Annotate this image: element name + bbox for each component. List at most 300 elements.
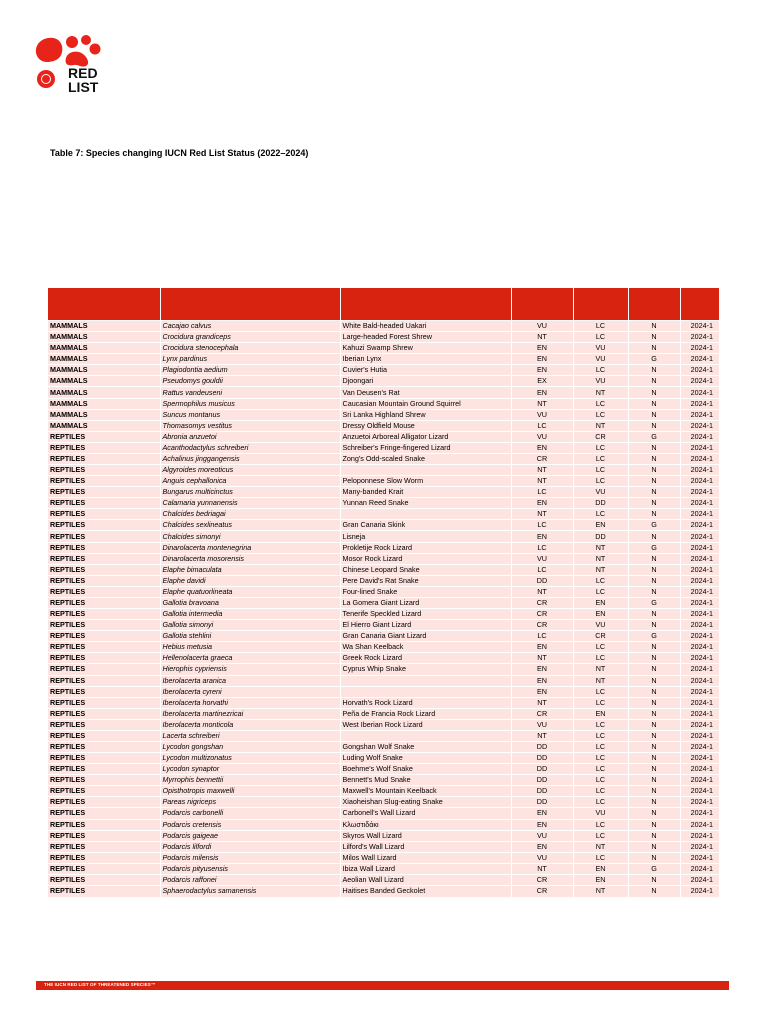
previous-category-cell: EN	[511, 675, 573, 686]
previous-category-cell: CR	[511, 620, 573, 631]
table-row	[48, 586, 719, 597]
previous-category-cell: CR	[511, 597, 573, 608]
change-reason-cell: N	[628, 564, 680, 575]
previous-category-cell: LC	[511, 631, 573, 642]
assessment-year-cell: 2024-1	[680, 453, 719, 464]
change-reason-cell: N	[628, 653, 680, 664]
scientific-name-cell: Gallotia bravoana	[160, 597, 340, 608]
common-name-cell: Van Deusen's Rat	[340, 387, 511, 398]
table-row	[48, 409, 719, 420]
previous-category-cell: EN	[511, 819, 573, 830]
scientific-name-cell: Myrrophis bennettii	[160, 775, 340, 786]
change-reason-cell: N	[628, 476, 680, 487]
assessment-year-cell: 2024-1	[680, 343, 719, 354]
new-category-cell: LC	[573, 753, 628, 764]
assessment-year-cell: 2024-1	[680, 764, 719, 775]
common-name-cell	[340, 730, 511, 741]
table-row	[48, 730, 719, 741]
table-row	[48, 376, 719, 387]
table-row	[48, 753, 719, 764]
assessment-year-cell: 2024-1	[680, 841, 719, 852]
table-row	[48, 498, 719, 509]
common-name-cell: Sri Lanka Highland Shrew	[340, 409, 511, 420]
scientific-name-cell: Gallotia stehlini	[160, 631, 340, 642]
assessment-year-cell: 2024-1	[680, 442, 719, 453]
taxon-group-cell: REPTILES	[48, 465, 160, 476]
scientific-name-cell: Gallotia intermedia	[160, 609, 340, 620]
common-name-cell: Gran Canaria Skink	[340, 520, 511, 531]
scientific-name-cell: Cacajao calvus	[160, 321, 340, 332]
assessment-year-cell: 2024-1	[680, 863, 719, 874]
previous-category-cell: NT	[511, 509, 573, 520]
change-reason-cell: G	[628, 631, 680, 642]
previous-category-cell: NT	[511, 863, 573, 874]
table-row	[48, 708, 719, 719]
change-reason-cell: N	[628, 675, 680, 686]
assessment-year-cell: 2024-1	[680, 609, 719, 620]
scientific-name-cell: Thomasomys vestitus	[160, 420, 340, 431]
assessment-year-cell: 2024-1	[680, 597, 719, 608]
previous-category-cell: EN	[511, 664, 573, 675]
taxon-group-cell: REPTILES	[48, 719, 160, 730]
change-reason-cell: N	[628, 753, 680, 764]
header-cell	[680, 288, 719, 321]
scientific-name-cell: Lycodon multizonatus	[160, 753, 340, 764]
assessment-year-cell: 2024-1	[680, 642, 719, 653]
scientific-name-cell: Crocidura grandiceps	[160, 332, 340, 343]
scientific-name-cell: Hierophis cypriensis	[160, 664, 340, 675]
previous-category-cell: EN	[511, 642, 573, 653]
taxon-group-cell: REPTILES	[48, 531, 160, 542]
new-category-cell: LC	[573, 476, 628, 487]
table-row	[48, 719, 719, 730]
new-category-cell: EN	[573, 708, 628, 719]
assessment-year-cell: 2024-1	[680, 354, 719, 365]
assessment-year-cell: 2024-1	[680, 808, 719, 819]
taxon-group-cell: REPTILES	[48, 620, 160, 631]
scientific-name-cell: Spermophilus musicus	[160, 398, 340, 409]
previous-category-cell: EN	[511, 354, 573, 365]
change-reason-cell: G	[628, 542, 680, 553]
common-name-cell: Zong's Odd-scaled Snake	[340, 453, 511, 464]
previous-category-cell: NT	[511, 586, 573, 597]
change-reason-cell: N	[628, 575, 680, 586]
header-cell	[511, 288, 573, 321]
common-name-cell: Κλωστιδάκι	[340, 819, 511, 830]
scientific-name-cell: Chalcides simonyi	[160, 531, 340, 542]
change-reason-cell: N	[628, 830, 680, 841]
previous-category-cell: LC	[511, 564, 573, 575]
previous-category-cell: EN	[511, 686, 573, 697]
assessment-year-cell: 2024-1	[680, 420, 719, 431]
previous-category-cell: LC	[511, 420, 573, 431]
scientific-name-cell: Lacerta schreiberi	[160, 730, 340, 741]
scientific-name-cell: Gallotia simonyi	[160, 620, 340, 631]
assessment-year-cell: 2024-1	[680, 509, 719, 520]
scientific-name-cell: Dinarolacerta montenegrina	[160, 542, 340, 553]
previous-category-cell: NT	[511, 398, 573, 409]
scientific-name-cell: Calamaria yunnanensis	[160, 498, 340, 509]
table-row	[48, 852, 719, 863]
scientific-name-cell: Opisthotropis maxwelli	[160, 786, 340, 797]
taxon-group-cell: REPTILES	[48, 431, 160, 442]
footer-bar	[36, 981, 729, 990]
scientific-name-cell: Podarcis lilfordi	[160, 841, 340, 852]
table-row	[48, 343, 719, 354]
taxon-group-cell: MAMMALS	[48, 409, 160, 420]
common-name-cell: Yunnan Reed Snake	[340, 498, 511, 509]
new-category-cell: LC	[573, 453, 628, 464]
scientific-name-cell: Hebius metusia	[160, 642, 340, 653]
table-row	[48, 453, 719, 464]
table-row	[48, 741, 719, 752]
taxon-group-cell: MAMMALS	[48, 343, 160, 354]
common-name-cell: Dressy Oldfield Mouse	[340, 420, 511, 431]
common-name-cell: Four-lined Snake	[340, 586, 511, 597]
assessment-year-cell: 2024-1	[680, 387, 719, 398]
change-reason-cell: G	[628, 863, 680, 874]
taxon-group-cell: REPTILES	[48, 797, 160, 808]
table-row	[48, 476, 719, 487]
table-row	[48, 775, 719, 786]
change-reason-cell: N	[628, 442, 680, 453]
table-row	[48, 675, 719, 686]
change-reason-cell: N	[628, 487, 680, 498]
common-name-cell: Peña de Francia Rock Lizard	[340, 708, 511, 719]
change-reason-cell: N	[628, 509, 680, 520]
scientific-name-cell: Dinarolacerta mosorensis	[160, 553, 340, 564]
table-row	[48, 387, 719, 398]
scientific-name-cell: Podarcis carbonelli	[160, 808, 340, 819]
previous-category-cell: CR	[511, 609, 573, 620]
table-row	[48, 465, 719, 476]
taxon-group-cell: REPTILES	[48, 863, 160, 874]
scientific-name-cell: Podarcis milensis	[160, 852, 340, 863]
taxon-group-cell: REPTILES	[48, 874, 160, 885]
change-reason-cell: N	[628, 321, 680, 332]
table-row	[48, 520, 719, 531]
change-reason-cell: N	[628, 409, 680, 420]
change-reason-cell: N	[628, 786, 680, 797]
footer-text: THE IUCN RED LIST OF THREATENED SPECIES™	[44, 982, 156, 987]
taxon-group-cell: REPTILES	[48, 498, 160, 509]
taxon-group-cell: REPTILES	[48, 885, 160, 896]
previous-category-cell: CR	[511, 453, 573, 464]
table-row	[48, 332, 719, 343]
table-row	[48, 442, 719, 453]
change-reason-cell: N	[628, 808, 680, 819]
new-category-cell: VU	[573, 620, 628, 631]
table-header-row	[48, 288, 719, 321]
previous-category-cell: NT	[511, 653, 573, 664]
previous-category-cell: EN	[511, 343, 573, 354]
scientific-name-cell: Lycodon synaptor	[160, 764, 340, 775]
taxon-group-cell: REPTILES	[48, 487, 160, 498]
new-category-cell: NT	[573, 675, 628, 686]
new-category-cell: EN	[573, 863, 628, 874]
scientific-name-cell: Podarcis cretensis	[160, 819, 340, 830]
new-category-cell: LC	[573, 797, 628, 808]
new-category-cell: NT	[573, 542, 628, 553]
table-row	[48, 509, 719, 520]
assessment-year-cell: 2024-1	[680, 753, 719, 764]
taxon-group-cell: REPTILES	[48, 542, 160, 553]
assessment-year-cell: 2024-1	[680, 675, 719, 686]
table-row	[48, 841, 719, 852]
new-category-cell: LC	[573, 442, 628, 453]
table-row	[48, 808, 719, 819]
assessment-year-cell: 2024-1	[680, 653, 719, 664]
previous-category-cell: NT	[511, 697, 573, 708]
change-reason-cell: N	[628, 420, 680, 431]
table-row	[48, 542, 719, 553]
new-category-cell: DD	[573, 498, 628, 509]
iucn-red-list-logo	[34, 34, 112, 96]
taxon-group-cell: REPTILES	[48, 653, 160, 664]
previous-category-cell: CR	[511, 874, 573, 885]
table-row	[48, 697, 719, 708]
common-name-cell: Wa Shan Keelback	[340, 642, 511, 653]
scientific-name-cell: Sphaerodactylus samanensis	[160, 885, 340, 896]
previous-category-cell: VU	[511, 321, 573, 332]
assessment-year-cell: 2024-1	[680, 830, 719, 841]
scientific-name-cell: Lynx pardinus	[160, 354, 340, 365]
new-category-cell: EN	[573, 609, 628, 620]
change-reason-cell: N	[628, 642, 680, 653]
taxon-group-cell: REPTILES	[48, 575, 160, 586]
taxon-group-cell: REPTILES	[48, 819, 160, 830]
previous-category-cell: CR	[511, 885, 573, 896]
table-row	[48, 609, 719, 620]
common-name-cell: Carbonell's Wall Lizard	[340, 808, 511, 819]
scientific-name-cell: Iberolacerta aranica	[160, 675, 340, 686]
assessment-year-cell: 2024-1	[680, 476, 719, 487]
new-category-cell: EN	[573, 520, 628, 531]
taxon-group-cell: MAMMALS	[48, 420, 160, 431]
scientific-name-cell: Achalinus jinggangensis	[160, 453, 340, 464]
scientific-name-cell: Hellenolacerta graeca	[160, 653, 340, 664]
previous-category-cell: EN	[511, 808, 573, 819]
table-row	[48, 365, 719, 376]
common-name-cell: West Iberian Rock Lizard	[340, 719, 511, 730]
common-name-cell: Haitises Banded Geckolet	[340, 885, 511, 896]
new-category-cell: VU	[573, 343, 628, 354]
scientific-name-cell: Rattus vandeuseni	[160, 387, 340, 398]
scientific-name-cell: Pseudomys gouldii	[160, 376, 340, 387]
taxon-group-cell: REPTILES	[48, 586, 160, 597]
table-row	[48, 797, 719, 808]
scientific-name-cell: Crocidura stenocephala	[160, 343, 340, 354]
previous-category-cell: NT	[511, 332, 573, 343]
scientific-name-cell: Pareas nigriceps	[160, 797, 340, 808]
common-name-cell	[340, 686, 511, 697]
new-category-cell: LC	[573, 509, 628, 520]
assessment-year-cell: 2024-1	[680, 786, 719, 797]
assessment-year-cell: 2024-1	[680, 575, 719, 586]
change-reason-cell: N	[628, 553, 680, 564]
scientific-name-cell: Iberolacerta martinezricai	[160, 708, 340, 719]
common-name-cell: Cuvier's Hutia	[340, 365, 511, 376]
previous-category-cell: LC	[511, 487, 573, 498]
assessment-year-cell: 2024-1	[680, 564, 719, 575]
scientific-name-cell: Anguis cephallonica	[160, 476, 340, 487]
change-reason-cell: N	[628, 697, 680, 708]
taxon-group-cell: REPTILES	[48, 609, 160, 620]
change-reason-cell: N	[628, 686, 680, 697]
table-row	[48, 398, 719, 409]
common-name-cell: Iberian Lynx	[340, 354, 511, 365]
new-category-cell: LC	[573, 775, 628, 786]
assessment-year-cell: 2024-1	[680, 819, 719, 830]
change-reason-cell: N	[628, 719, 680, 730]
scientific-name-cell: Elaphe bimaculata	[160, 564, 340, 575]
change-reason-cell: N	[628, 376, 680, 387]
common-name-cell: Luding Wolf Snake	[340, 753, 511, 764]
previous-category-cell: VU	[511, 553, 573, 564]
change-reason-cell: N	[628, 852, 680, 863]
previous-category-cell: VU	[511, 409, 573, 420]
scientific-name-cell: Chalcides bedriagai	[160, 509, 340, 520]
previous-category-cell: DD	[511, 797, 573, 808]
common-name-cell: Prokletije Rock Lizard	[340, 542, 511, 553]
previous-category-cell: LC	[511, 520, 573, 531]
change-reason-cell: N	[628, 841, 680, 852]
taxon-group-cell: MAMMALS	[48, 321, 160, 332]
assessment-year-cell: 2024-1	[680, 409, 719, 420]
assessment-year-cell: 2024-1	[680, 487, 719, 498]
new-category-cell: LC	[573, 730, 628, 741]
taxon-group-cell: REPTILES	[48, 675, 160, 686]
new-category-cell: LC	[573, 398, 628, 409]
header-cell	[573, 288, 628, 321]
new-category-cell: CR	[573, 631, 628, 642]
common-name-cell: Greek Rock Lizard	[340, 653, 511, 664]
new-category-cell: NT	[573, 387, 628, 398]
new-category-cell: LC	[573, 332, 628, 343]
assessment-year-cell: 2024-1	[680, 730, 719, 741]
common-name-cell: Bennett's Mud Snake	[340, 775, 511, 786]
change-reason-cell: N	[628, 708, 680, 719]
header-cell	[160, 288, 340, 321]
assessment-year-cell: 2024-1	[680, 686, 719, 697]
common-name-cell: Horvath's Rock Lizard	[340, 697, 511, 708]
scientific-name-cell: Elaphe davidi	[160, 575, 340, 586]
taxon-group-cell: REPTILES	[48, 442, 160, 453]
taxon-group-cell: REPTILES	[48, 841, 160, 852]
table-row	[48, 885, 719, 896]
table-row	[48, 620, 719, 631]
taxon-group-cell: REPTILES	[48, 852, 160, 863]
taxon-group-cell: REPTILES	[48, 730, 160, 741]
taxon-group-cell: REPTILES	[48, 453, 160, 464]
new-category-cell: LC	[573, 686, 628, 697]
taxon-group-cell: MAMMALS	[48, 365, 160, 376]
assessment-year-cell: 2024-1	[680, 797, 719, 808]
common-name-cell: Large-headed Forest Shrew	[340, 332, 511, 343]
new-category-cell: VU	[573, 354, 628, 365]
assessment-year-cell: 2024-1	[680, 885, 719, 896]
taxon-group-cell: REPTILES	[48, 775, 160, 786]
taxon-group-cell: REPTILES	[48, 697, 160, 708]
new-category-cell: LC	[573, 830, 628, 841]
new-category-cell: NT	[573, 841, 628, 852]
table-row	[48, 686, 719, 697]
assessment-year-cell: 2024-1	[680, 531, 719, 542]
assessment-year-cell: 2024-1	[680, 321, 719, 332]
table-title: Table 7: Species changing IUCN Red List Status (2022–2024)	[50, 148, 309, 158]
table-row	[48, 431, 719, 442]
scientific-name-cell: Podarcis pityusensis	[160, 863, 340, 874]
previous-category-cell: DD	[511, 753, 573, 764]
change-reason-cell: N	[628, 609, 680, 620]
taxon-group-cell: REPTILES	[48, 642, 160, 653]
previous-category-cell: DD	[511, 775, 573, 786]
table-row	[48, 354, 719, 365]
taxon-group-cell: REPTILES	[48, 564, 160, 575]
table-row	[48, 531, 719, 542]
previous-category-cell: NT	[511, 465, 573, 476]
taxon-group-cell: MAMMALS	[48, 354, 160, 365]
table-row	[48, 553, 719, 564]
change-reason-cell: G	[628, 354, 680, 365]
change-reason-cell: N	[628, 664, 680, 675]
new-category-cell: NT	[573, 553, 628, 564]
change-reason-cell: N	[628, 531, 680, 542]
previous-category-cell: VU	[511, 431, 573, 442]
new-category-cell: DD	[573, 531, 628, 542]
new-category-cell: NT	[573, 664, 628, 675]
new-category-cell: NT	[573, 564, 628, 575]
logo-red-text: RED	[68, 65, 98, 81]
scientific-name-cell: Plagiodontia aedium	[160, 365, 340, 376]
table-row	[48, 653, 719, 664]
previous-category-cell: EN	[511, 841, 573, 852]
previous-category-cell: VU	[511, 719, 573, 730]
assessment-year-cell: 2024-1	[680, 332, 719, 343]
taxon-group-cell: REPTILES	[48, 741, 160, 752]
change-reason-cell: N	[628, 453, 680, 464]
common-name-cell: Mosor Rock Lizard	[340, 553, 511, 564]
scientific-name-cell: Chalcides sexlineatus	[160, 520, 340, 531]
change-reason-cell: N	[628, 885, 680, 896]
common-name-cell: Gran Canaria Giant Lizard	[340, 631, 511, 642]
taxon-group-cell: REPTILES	[48, 686, 160, 697]
change-reason-cell: N	[628, 819, 680, 830]
new-category-cell: VU	[573, 376, 628, 387]
scientific-name-cell: Iberolacerta cyreni	[160, 686, 340, 697]
common-name-cell: Chinese Leopard Snake	[340, 564, 511, 575]
new-category-cell: VU	[573, 808, 628, 819]
new-category-cell: LC	[573, 786, 628, 797]
table-row	[48, 764, 719, 775]
taxon-group-cell: REPTILES	[48, 509, 160, 520]
previous-category-cell: CR	[511, 708, 573, 719]
change-reason-cell: G	[628, 520, 680, 531]
change-reason-cell: G	[628, 431, 680, 442]
change-reason-cell: N	[628, 874, 680, 885]
previous-category-cell: NT	[511, 476, 573, 487]
table-row	[48, 575, 719, 586]
common-name-cell: White Bald-headed Uakari	[340, 321, 511, 332]
taxon-group-cell: REPTILES	[48, 764, 160, 775]
new-category-cell: LC	[573, 321, 628, 332]
common-name-cell: Aeolian Wall Lizard	[340, 874, 511, 885]
previous-category-cell: EN	[511, 531, 573, 542]
previous-category-cell: EN	[511, 442, 573, 453]
assessment-year-cell: 2024-1	[680, 398, 719, 409]
common-name-cell: Peloponnese Slow Worm	[340, 476, 511, 487]
new-category-cell: LC	[573, 575, 628, 586]
